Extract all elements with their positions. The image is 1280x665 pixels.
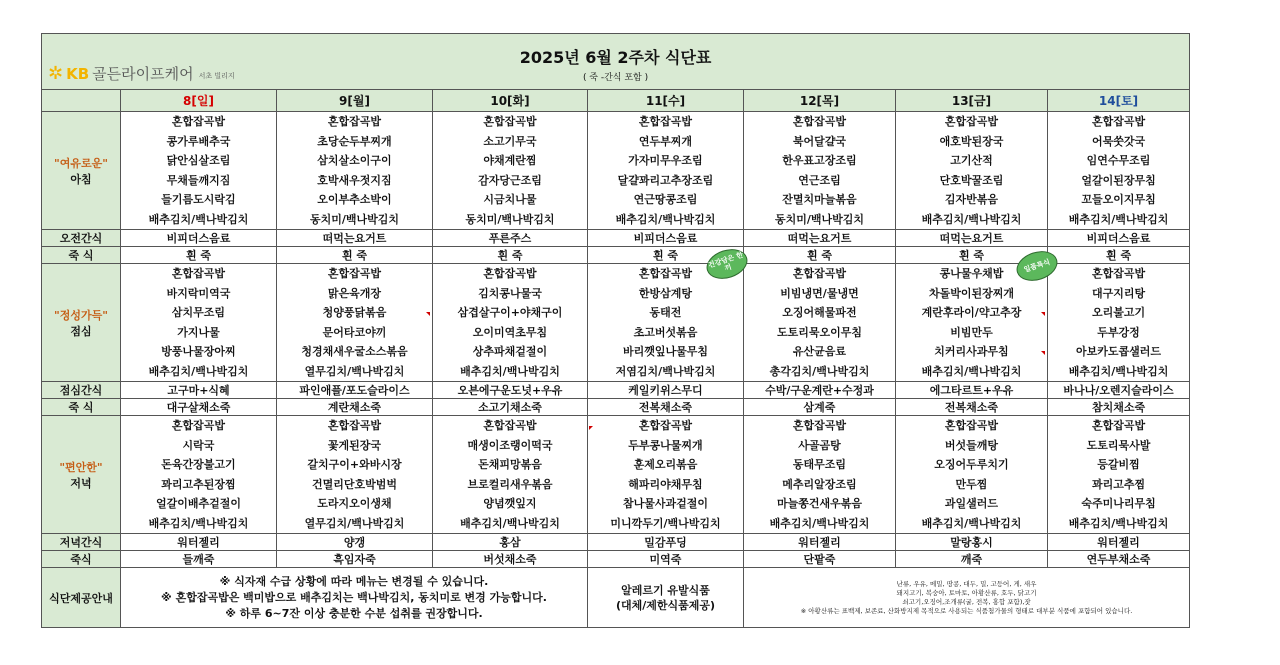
- porridge-cell: 버섯채소죽: [433, 551, 588, 568]
- porridge-cell: 미역죽: [588, 551, 744, 568]
- day-header-fri: 13[금]: [896, 90, 1048, 112]
- dinner-row: [42, 416, 1190, 534]
- snack-cell: 파인애플/포도슬라이스: [277, 382, 433, 399]
- porridge-cell: 깨죽: [896, 551, 1048, 568]
- dinner-label: "편안한" 저녁: [42, 416, 121, 534]
- day-header-sat: 14[토]: [1048, 90, 1190, 112]
- comment-marker-icon: [1041, 351, 1045, 355]
- snack-cell: 떠먹는요거트: [896, 230, 1048, 247]
- dinner-cell: 혼합잡곡밥 매생이조랭이떡국 돈채피망볶음 브로컬리새우볶음 양념깻잎지 배추김치/백나박김치: [433, 416, 588, 534]
- porridge-morning-row: [42, 247, 1190, 264]
- header-banner: [42, 34, 1190, 90]
- porridge-cell: 흰 죽: [588, 247, 744, 264]
- menu-title: 2025년 6월 2주차 식단표: [519, 47, 712, 67]
- footer-row: [42, 568, 1190, 628]
- lunch-cell: 혼합잡곡밥 김치콩나물국 삼겹살구이+야채구이 오이미역초무침 상추파채겉절이 배추김치/백나박김치: [433, 264, 588, 382]
- porridge-cell: 참치채소죽: [1048, 399, 1190, 416]
- dinner-cell: 혼합잡곡밥 시락국 돈육간장불고기 꽈리고추된장찜 얼갈이배추겉절이 배추김치/백나박김치: [121, 416, 277, 534]
- menu-subtitle: ( 죽 -간식 포함 ): [582, 72, 649, 83]
- star-logo-icon: ✲: [48, 62, 64, 84]
- notice-line: ※ 혼합잡곡밥은 백미밥으로 배추김치는 백나박김치, 동치미로 변경 가능합니다.: [161, 590, 547, 604]
- porridge-cell: 흰 죽: [433, 247, 588, 264]
- snack-cell: 홍삼: [433, 534, 588, 551]
- breakfast-label: "여유로운" 아침: [42, 112, 121, 230]
- logo-kb-text: KB: [66, 64, 90, 83]
- porridge-cell: 흰 죽: [744, 247, 896, 264]
- porridge-cell: 들깨죽: [121, 551, 277, 568]
- morning-snack-label: 오전간식: [42, 230, 121, 247]
- porridge-morning-label: 죽 식: [42, 247, 121, 264]
- notice-cell: [121, 568, 588, 628]
- dinner-cell: 혼합잡곡밥 꽃게된장국 갈치구이+와바시장 건멸리단호박범벅 도라지오이생채 열무김치/백나박김치: [277, 416, 433, 534]
- snack-cell: 비피더스음료: [588, 230, 744, 247]
- breakfast-cell: 혼합잡곡밥 초당순두부찌개 삼치살소이구이 호박새우젓지짐 오이부추소박이 동치미/백나박김치: [277, 112, 433, 230]
- porridge-cell: 연두부채소죽: [1048, 551, 1190, 568]
- snack-cell: 푸른주스: [433, 230, 588, 247]
- morning-snack-row: [42, 230, 1190, 247]
- snack-cell: 케일키위스무디: [588, 382, 744, 399]
- allergy-line: 난류, 우유, 메밀, 땅콩, 대두, 밀, 고등어, 게, 새우: [896, 579, 1037, 588]
- porridge-cell: 전복채소죽: [588, 399, 744, 416]
- allergy-line: ※ 아황산류는 표백제, 보존료, 산화방지제 목적으로 사용되는 식품첨가물의 형태로 대부분 식품에 포함되어 있습니다.: [800, 606, 1133, 615]
- snack-cell: 떠먹는요거트: [744, 230, 896, 247]
- day-header-row: [42, 90, 1190, 112]
- breakfast-cell: 혼합잡곡밥 어묵쑷갓국 임연수무조림 얼갈이된장무침 꼬들오이지무침 배추김치/백나박김치: [1048, 112, 1190, 230]
- snack-cell: 오븐에구운도넛+우유: [433, 382, 588, 399]
- lunch-cell: 혼합잡곡밥 대구지리탕 오리불고기 두부강정 아보카도콥샐러드 배추김치/백나박김치: [1048, 264, 1190, 382]
- day-header-mon: 9[월]: [277, 90, 433, 112]
- porridge-cell: 계란채소죽: [277, 399, 433, 416]
- porridge-cell: 단팥죽: [744, 551, 896, 568]
- allergy-title-cell: [588, 568, 744, 628]
- snack-cell: 떠먹는요거트: [277, 230, 433, 247]
- snack-cell: 워터젤리: [1048, 534, 1190, 551]
- snack-cell: 밀감푸딩: [588, 534, 744, 551]
- porridge-lunch-label: 죽 식: [42, 399, 121, 416]
- porridge-cell: 삼계죽: [744, 399, 896, 416]
- lunch-cell: 혼합잡곡밥 맑은육개장 청양풍닭볶음 문어타코야끼 청경채새우굴소스볶음 열무김치/백나박김치: [277, 264, 433, 382]
- porridge-cell: 소고기채소죽: [433, 399, 588, 416]
- porridge-cell: 대구살채소죽: [121, 399, 277, 416]
- notice-line: ※ 하루 6~7잔 이상 충분한 수분 섭취를 권장합니다.: [225, 606, 483, 620]
- snack-cell: 수박/구운계란+수정과: [744, 382, 896, 399]
- allergy-subtitle: (대체/제한식품제공): [615, 598, 716, 612]
- healthy-meal-bubble: 건강담은 한끼: [703, 244, 752, 284]
- allergy-line: 돼지고기, 복숭아, 토마토, 아황산류, 호두, 닭고기: [896, 588, 1037, 597]
- breakfast-row: [42, 112, 1190, 230]
- breakfast-cell: 혼합잡곡밥 소고기무국 야채계란찜 감자당근조림 시금치나물 동치미/백나박김치: [433, 112, 588, 230]
- kb-logo: [48, 63, 235, 84]
- snack-cell: 바나나/오렌지슬라이스: [1048, 382, 1190, 399]
- snack-cell: 워터젤리: [121, 534, 277, 551]
- snack-cell: 비피더스음료: [1048, 230, 1190, 247]
- porridge-cell: 흰 죽: [896, 247, 1048, 264]
- corner-cell: [42, 90, 121, 112]
- footer-label: 식단제공안내: [42, 568, 121, 628]
- lunch-cell: 콩나물우채밥 차돌박이된장찌개 계란후라이/약고추장 비빔만두 치커리사과무침 배추김치/백나박김치: [896, 264, 1048, 382]
- dinner-cell: 혼합잡곡밥 버섯들깨탕 오징어두루치기 만두찜 과일샐러드 배추김치/백나박김치: [896, 416, 1048, 534]
- day-header-wed: 11[수]: [588, 90, 744, 112]
- allergy-title: 알레르기 유발식품: [621, 583, 710, 597]
- lunch-cell: 혼합잡곡밥 바지락미역국 삼치무조림 가지나물 방풍나물장아찌 배추김치/백나박김치: [121, 264, 277, 382]
- weekly-menu-table: [41, 33, 1190, 628]
- notice-line: ※ 식자재 수급 상황에 따라 메뉴는 변경될 수 있습니다.: [219, 574, 489, 588]
- comment-marker-icon: [589, 426, 593, 430]
- logo-name-text: 골든라이프케어: [92, 65, 194, 83]
- lunch-snack-label: 점심간식: [42, 382, 121, 399]
- porridge-dinner-row: [42, 551, 1190, 568]
- snack-cell: 에그타르트+우유: [896, 382, 1048, 399]
- special-meal-bubble: 일품특식: [1013, 246, 1062, 286]
- breakfast-cell: 혼합잡곡밥 콩가루배추국 닭안심살조림 무채들깨지짐 들기름도시락김 배추김치/백나박김치: [121, 112, 277, 230]
- porridge-dinner-label: 죽식: [42, 551, 121, 568]
- porridge-cell: 흰 죽: [121, 247, 277, 264]
- breakfast-cell: 혼합잡곡밥 연두부찌개 가자미무우조림 달걀꽈리고추장조림 연근땅콩조림 배추김치/백나박김치: [588, 112, 744, 230]
- dinner-cell: 혼합잡곡밥 도토리묵사발 등갈비찜 꽈리고추찜 숙주미나리무침 배추김치/백나박김치: [1048, 416, 1190, 534]
- lunch-snack-row: [42, 382, 1190, 399]
- snack-cell: 고구마+식혜: [121, 382, 277, 399]
- snack-cell: 양갱: [277, 534, 433, 551]
- day-header-sun: 8[일]: [121, 90, 277, 112]
- comment-marker-icon: [1041, 312, 1045, 316]
- snack-cell: 말랑홍시: [896, 534, 1048, 551]
- lunch-cell: 혼합잡곡밥 한방삼계탕 동태전 초고버섯볶음 바리깻잎나물무침 저염김치/백나박김치: [588, 264, 744, 382]
- lunch-cell: 혼합잡곡밥 비빔냉면/물냉면 오징어해물파전 도토리묵오이무침 유산균음료 총각김치/백나박김치: [744, 264, 896, 382]
- porridge-cell: 흑임자죽: [277, 551, 433, 568]
- comment-marker-icon: [426, 312, 430, 316]
- evening-snack-label: 저녁간식: [42, 534, 121, 551]
- lunch-label: "정성가득" 점심: [42, 264, 121, 382]
- porridge-cell: 흰 죽: [277, 247, 433, 264]
- day-header-tue: 10[화]: [433, 90, 588, 112]
- dinner-cell: 혼합잡곡밥 두부콩나물찌개 훈제오리볶음 해파리야채무침 참나물사과겉절이 미니깍두기/백나박김치: [588, 416, 744, 534]
- porridge-lunch-row: [42, 399, 1190, 416]
- porridge-cell: 흰 죽: [1048, 247, 1190, 264]
- day-header-thu: 12[목]: [744, 90, 896, 112]
- allergy-list-cell: [744, 568, 1190, 628]
- allergy-line: 쇠고기,오징어,조개류(굴, 전복, 홍합 포함),잣: [902, 597, 1031, 606]
- breakfast-cell: 혼합잡곡밥 북어달걀국 한우표고장조림 연근조림 잔멸치마늘볶음 동치미/백나박김치: [744, 112, 896, 230]
- breakfast-cell: 혼합잡곡밥 애호박된장국 고기산적 단호박꿀조림 김자반볶음 배추김치/백나박김치: [896, 112, 1048, 230]
- lunch-row: [42, 264, 1190, 382]
- evening-snack-row: [42, 534, 1190, 551]
- dinner-cell: 혼합잡곡밥 사골곰탕 동태무조림 메추리알장조림 마늘쫑건새우볶음 배추김치/백나박김치: [744, 416, 896, 534]
- logo-sub-text: 서초 빌리지: [198, 72, 235, 80]
- snack-cell: 워터젤리: [744, 534, 896, 551]
- porridge-cell: 전복채소죽: [896, 399, 1048, 416]
- snack-cell: 비피더스음료: [121, 230, 277, 247]
